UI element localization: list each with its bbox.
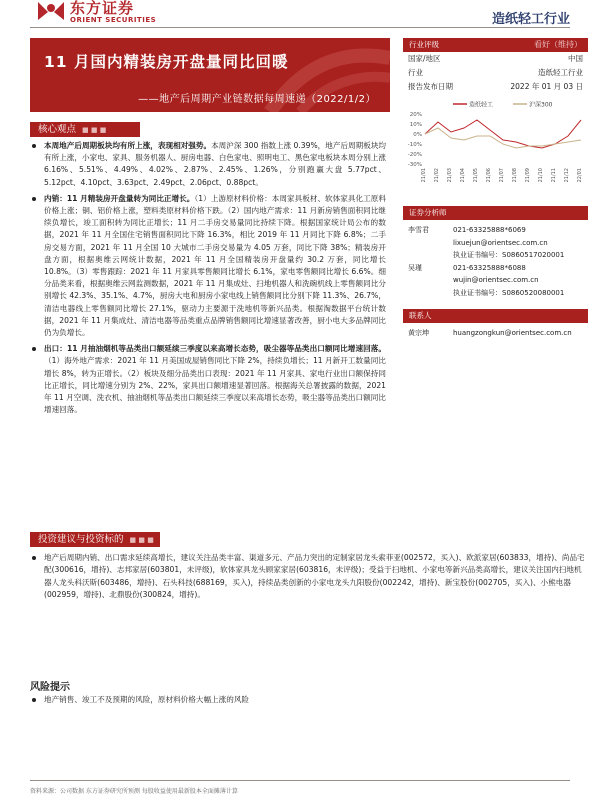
risk-body bbox=[30, 694, 586, 710]
advice-bullet: 地产后周期内销、出口需求延续高增长，建议关注品类丰富、渠道多元、产品力突出的定制家居龙头索菲亚(002572，买入)、欧派家居(603833，增持)、尚品宅配(300616，增持)、志邦家居(603801，未评级)，软体家具龙头顾家家居(603816，未评级)；受益于扫地机、小家电等新兴品类高增长，建议关注国内扫地机器人龙头科沃斯(603486，增持)、石头科技(688169，买入)，持续品类创新的小家电龙头九阳股份(002242，增持)、新宝股份(002705，买入)、小熊电器(002959，增持)、北鼎股份(300824，增持)。 bbox=[30, 552, 586, 602]
core-views-header: 核心观点 ■ ■ ■ bbox=[30, 122, 140, 137]
analyst-name bbox=[403, 287, 453, 300]
logo-cn-text: 东方证券 bbox=[70, 0, 135, 17]
x-tick-label: 21/01 bbox=[421, 168, 427, 183]
analyst-name bbox=[403, 237, 453, 250]
core-bullet-text: （1）上游原材料价格：本周家具板材、软体家具化工原料价格上涨；铜、铝价格上涨，塑料类原材料价格下跌。（2）国内地产需求：11 月新房销售面积同比继续负增长，竣工面积转为同比正增长；11 月二手房交易量同比持续下降。根据国家统计局公布的数据，2021 年 11 月全国住宅销售面积同比下降 16.3%，相比 2019 年 11 月同比下降 6.8%；二手房交易方面，2021 年 11 月全国 10 大城市二手房交易量为 4.05 万套，同比下降 38%；精装房开盘方面，根据奥维云网统计数据，2021 年 11 月全国精装房开盘量约 30.2 万套，同比增长 10.8%。（3）零售跟踪：2021 年 11 月家具零售额同比增长 6.1%，家电零售额同比增长 6.6%。细分品类来看，根据奥维云网监测数据，2021 年 11 月集成灶、扫地机器人和洗碗机线上零售额同比分别增长 42.3%、35.1%、4.7%，厨房大电和厨房小家电线上销售额同比分别下降 11.3%、26.7%，清洁电器线上零售额同比增长 27.1%，驱动力主要源于洗地机等新兴品类。根据淘数据平台统计数据，2021 年 11 月集成灶、清洁电器等品类重点品牌销售额同比增速显著改善，厨小电大多品牌同比仍为负增长。 bbox=[44, 193, 387, 338]
legend-label: 沪深300 bbox=[529, 101, 553, 109]
x-tick-label: 21/09 bbox=[525, 168, 531, 183]
analyst-name: 吴瑾 bbox=[408, 263, 422, 272]
logo-en-text: ORIENT SECURITIES bbox=[70, 16, 157, 24]
liaison-email[interactable]: huangzongkun@orientsec.com.cn bbox=[453, 329, 572, 337]
risk-bullet: 地产销售、竣工不及预期的风险，原材料价格大幅上涨的风险 bbox=[30, 694, 586, 706]
series-line bbox=[425, 128, 581, 148]
industry-tag: 造纸轻工行业 bbox=[491, 12, 570, 27]
x-tick-label: 21/12 bbox=[564, 168, 570, 183]
analyst-label: 证券分析师 bbox=[409, 208, 447, 217]
meta-key: 国家/地区 bbox=[408, 54, 441, 63]
contact-row bbox=[403, 237, 588, 250]
report-title: 11 月国内精装房开盘量同比回暖 bbox=[44, 53, 289, 71]
x-tick-label: 21/06 bbox=[486, 168, 492, 183]
analyst-contact-line: 执业证书编号：S0860520080001 bbox=[453, 288, 565, 297]
analyst-contact-line: 021-63325888*6069 bbox=[453, 226, 526, 234]
y-tick-label: -10% bbox=[407, 142, 422, 148]
analyst-contact-line[interactable]: wujin@orientsec.com.cn bbox=[453, 276, 539, 284]
meta-value: 中国 bbox=[568, 54, 583, 63]
analyst-contacts bbox=[403, 224, 588, 299]
contact-row bbox=[403, 249, 588, 262]
meta-list bbox=[403, 52, 588, 94]
y-tick-label: 20% bbox=[409, 112, 422, 118]
header-divider bbox=[30, 27, 570, 28]
footer-divider bbox=[30, 780, 570, 781]
analyst-contact-line: 021-63325888*6088 bbox=[453, 263, 526, 272]
meta-row bbox=[403, 52, 588, 66]
analyst-header bbox=[403, 206, 588, 220]
analyst-contact-line: 执业证书编号：S0860517020001 bbox=[453, 251, 565, 259]
core-bullet-lead: 出口：11 月抽油烟机等品类出口额延续三季度以来高增长态势，吸尘器等品类出口额同比增速回落。 bbox=[44, 344, 386, 354]
liaison-header bbox=[403, 309, 588, 323]
contact-row bbox=[403, 224, 588, 237]
x-tick-label: 21/05 bbox=[473, 168, 479, 183]
meta-value: 造纸轻工行业 bbox=[538, 68, 583, 77]
analyst-name bbox=[403, 274, 453, 287]
report-subtitle: ——地产后周期产业链数据每周速递（2022/1/2） bbox=[138, 94, 376, 105]
contact-row bbox=[403, 262, 588, 275]
core-bullet-lead: 本周地产后周期板块均有所上涨，表现相对强势。 bbox=[44, 141, 212, 150]
footer-note: 资料来源：公司数据 东方证券研究所预测 每股收益使用最新股本全面摊薄计算 bbox=[30, 788, 238, 795]
x-tick-label: 21/04 bbox=[460, 168, 466, 183]
meta-row bbox=[403, 80, 588, 94]
x-tick-label: 21/08 bbox=[512, 168, 518, 183]
advice-body bbox=[30, 552, 586, 606]
y-tick-label: -20% bbox=[407, 152, 422, 158]
liaison-name: 黄宗坤 bbox=[408, 329, 429, 337]
liaison-label: 联系人 bbox=[409, 311, 432, 320]
y-tick-label: -30% bbox=[407, 162, 422, 168]
liaison-contact bbox=[403, 327, 588, 340]
x-tick-label: 21/03 bbox=[447, 168, 453, 183]
analyst-name: 李雪君 bbox=[408, 226, 429, 234]
price-chart bbox=[403, 98, 588, 194]
analyst-name bbox=[403, 249, 453, 262]
core-bullet-lead: 内销：11 月精装房开盘量转为同比正增长。 bbox=[44, 193, 195, 203]
meta-value: 2022 年 01 月 03 日 bbox=[510, 82, 583, 91]
x-tick-label: 21/11 bbox=[551, 168, 557, 183]
core-bullet bbox=[30, 193, 386, 339]
sidebar bbox=[403, 38, 588, 340]
x-tick-label: 21/02 bbox=[434, 168, 440, 183]
y-tick-label: 0% bbox=[413, 132, 422, 138]
core-views-label: 核心观点 bbox=[38, 124, 77, 135]
meta-key: 行业 bbox=[408, 68, 423, 77]
advice-header: 投资建议与投资标的 ■ ■ ■ bbox=[30, 532, 160, 547]
core-bullet-text: （1）海外地产需求：2021 年 11 月美国成屋销售同比下降 2%，持续负增长；11 月新开工数量同比增长 8%，转为正增长。（2）板块及细分品类出口表现：2021 年 11 月家具、家电行业出口额保持同比正增长，同比增速分别为 2%、22%，家具出口额增速显著回落。根据海关总署披露的数据，2021 年 11 月空调、洗衣机、抽油烟机等品类出口额延续三季度以来高增长态势，吸尘器等品类出口额同比增速回落。 bbox=[44, 356, 386, 415]
advice-label: 投资建议与投资标的 bbox=[38, 534, 124, 545]
x-tick-label: 21/10 bbox=[538, 168, 544, 183]
contact-row bbox=[403, 287, 588, 300]
company-logo bbox=[36, 0, 156, 24]
orient-logo-icon bbox=[36, 0, 66, 22]
y-tick-label: 10% bbox=[409, 122, 422, 128]
rating-header bbox=[403, 38, 588, 52]
report-title-banner bbox=[30, 38, 390, 112]
core-views-body bbox=[30, 140, 386, 420]
core-bullet-text: 本周沪深 300 指数上涨 0.39%，地产后周期板块均有所上涨，小家电、家具、服务机器人、厨房电器、白色家电、照明电工、黑色家电板块本周分别上涨 6.16%、5.51%、4.49%、4.02%、2.87%、2.45%、1.26%，分别跑赢大盘 5.77pct、5.12pct、4.10pct、3.63pct、2.49pct、2.06pct、0.88pct。 bbox=[44, 141, 387, 187]
risk-header: 风险提示 bbox=[30, 682, 70, 693]
core-bullet bbox=[30, 343, 386, 416]
core-bullet bbox=[30, 140, 386, 189]
price-chart-svg bbox=[403, 98, 588, 194]
rating-value: 看好（维持） bbox=[534, 40, 582, 49]
contact-row bbox=[403, 274, 588, 287]
legend-label: 造纸轻工 bbox=[469, 101, 494, 109]
x-tick-label: 22/01 bbox=[577, 168, 583, 183]
analyst-contact-line[interactable]: lixuejun@orientsec.com.cn bbox=[453, 238, 548, 247]
meta-key: 报告发布日期 bbox=[408, 82, 453, 91]
meta-row bbox=[403, 66, 588, 80]
x-tick-label: 21/07 bbox=[499, 168, 505, 183]
rating-label: 行业评级 bbox=[409, 40, 439, 49]
